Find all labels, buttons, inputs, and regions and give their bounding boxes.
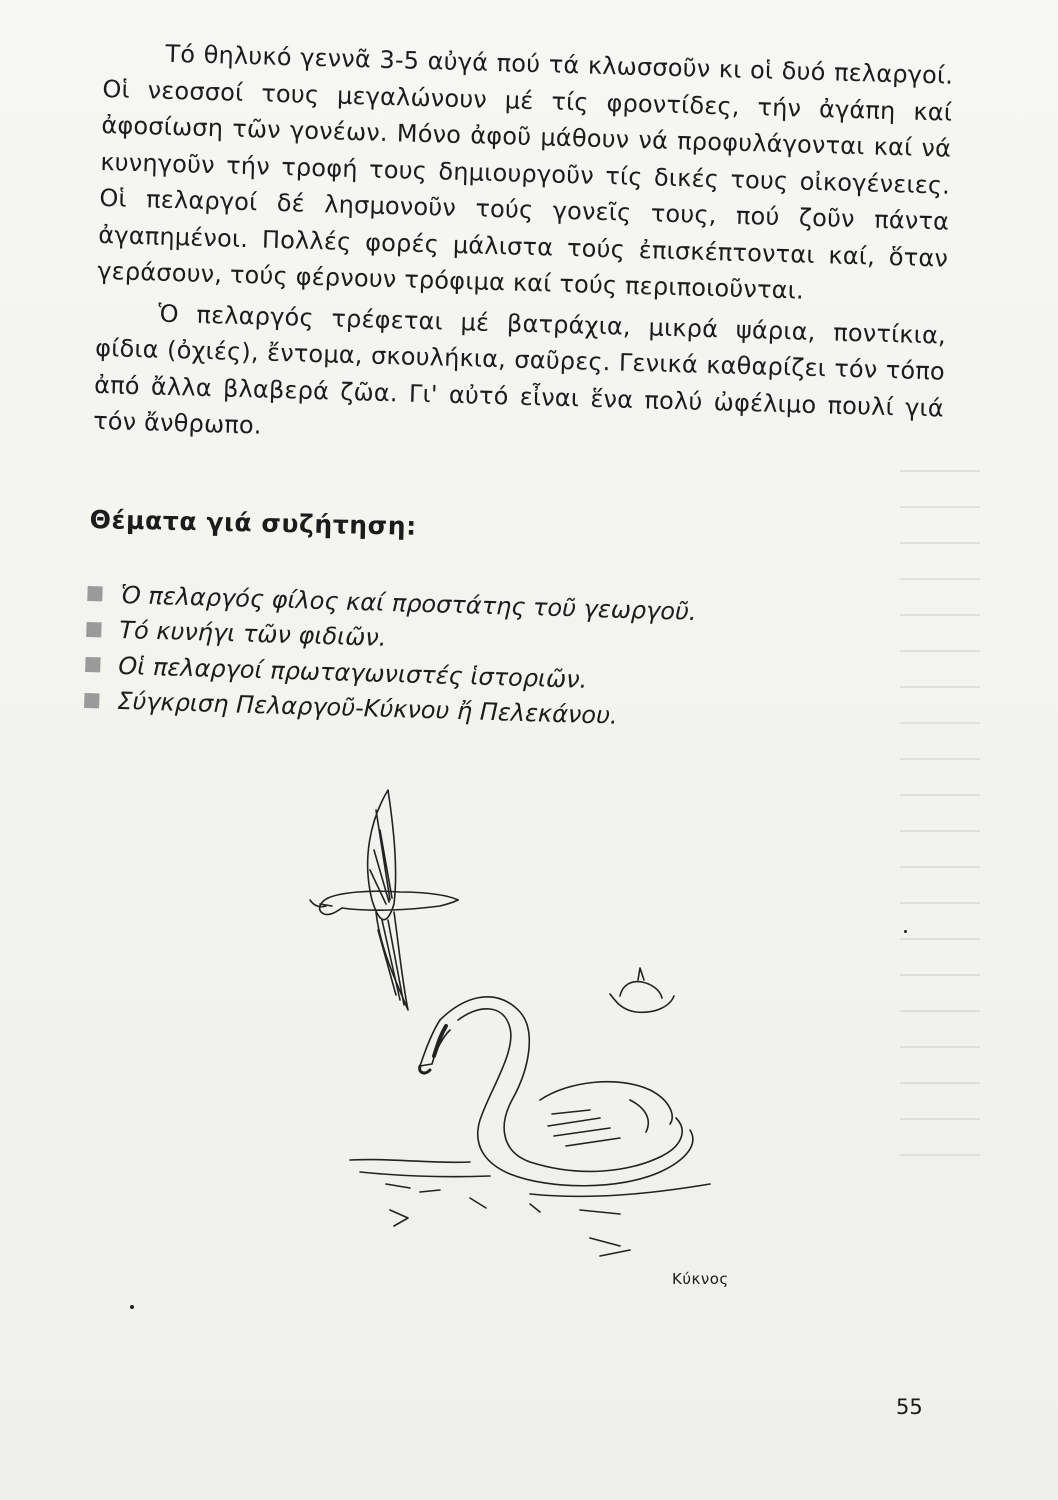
square-bullet-icon	[85, 657, 100, 672]
topic-text: Σύγκριση Πελαργοῦ-Κύκνου ἤ Πελεκάνου.	[116, 687, 618, 731]
ink-speck	[904, 930, 907, 933]
square-bullet-icon	[86, 622, 101, 637]
topic-text: Ὁ πελαργός φίλος καί προστάτης τοῦ γεωργοῦ.	[120, 580, 697, 626]
square-bullet-icon	[84, 693, 99, 708]
bleed-through-shadow	[900, 470, 980, 1170]
topics-heading: Θέματα γιά συζήτηση:	[89, 505, 418, 541]
topics-list	[84, 576, 808, 739]
illustration-caption: Κύκνος	[672, 1270, 729, 1288]
swan-drawing	[350, 968, 710, 1256]
swan-illustration	[290, 780, 760, 1280]
topic-text: Τό κυνήγι τῶν φιδιῶν.	[118, 616, 387, 653]
page-number: 55	[896, 1395, 923, 1419]
paragraph-1: Τό θηλυκό γεννᾶ 3-5 αὐγά πού τά κλωσσοῦν κι οἱ δυό πελαργοί. Οἱ νεοσσοί τους μεγαλώνουν μέ τίς φροντίδες, τήν ἀγάπη καί ἀφοσίωση τῶν γονέων. Μόνο ἀφοῦ μάθουν νά προφυλάγονται καί νά κυνηγοῦν τήν τροφή τους δημιουργοῦν τίς δικές τους οἰκογένειες. Οἱ πελαργοί δέ λησμονοῦν τούς γονεῖς τους, πού ζοῦν πάντα ἀγαπημένοι. Πολλές φορές μάλιστα τούς ἐπισκέπτονται καί, ὅταν γεράσουν, τούς φέρνουν τρόφιμα καί τούς περιποιοῦνται.	[96, 39, 954, 305]
body-text	[93, 34, 954, 463]
flying-bird-icon	[310, 790, 458, 1010]
topic-text: Οἱ πελαργοί πρωταγωνιστές ἱστοριῶν.	[117, 651, 588, 694]
paragraph-2: Ὁ πελαργός τρέφεται μέ βατράχια, μικρά ψάρια, ποντίκια, φίδια (ὀχιές), ἔντομα, σκουλήκια, σαῦρες. Γενικά καθαρίζει τόν τόπο ἀπό ἄλλα βλαβερά ζῶα. Γι' αὐτό εἶναι ἕνα πολύ ὠφέλιμο πουλί γιά τόν ἄνθρωπο.	[92, 299, 947, 440]
ink-speck	[130, 1305, 134, 1309]
square-bullet-icon	[87, 586, 102, 601]
